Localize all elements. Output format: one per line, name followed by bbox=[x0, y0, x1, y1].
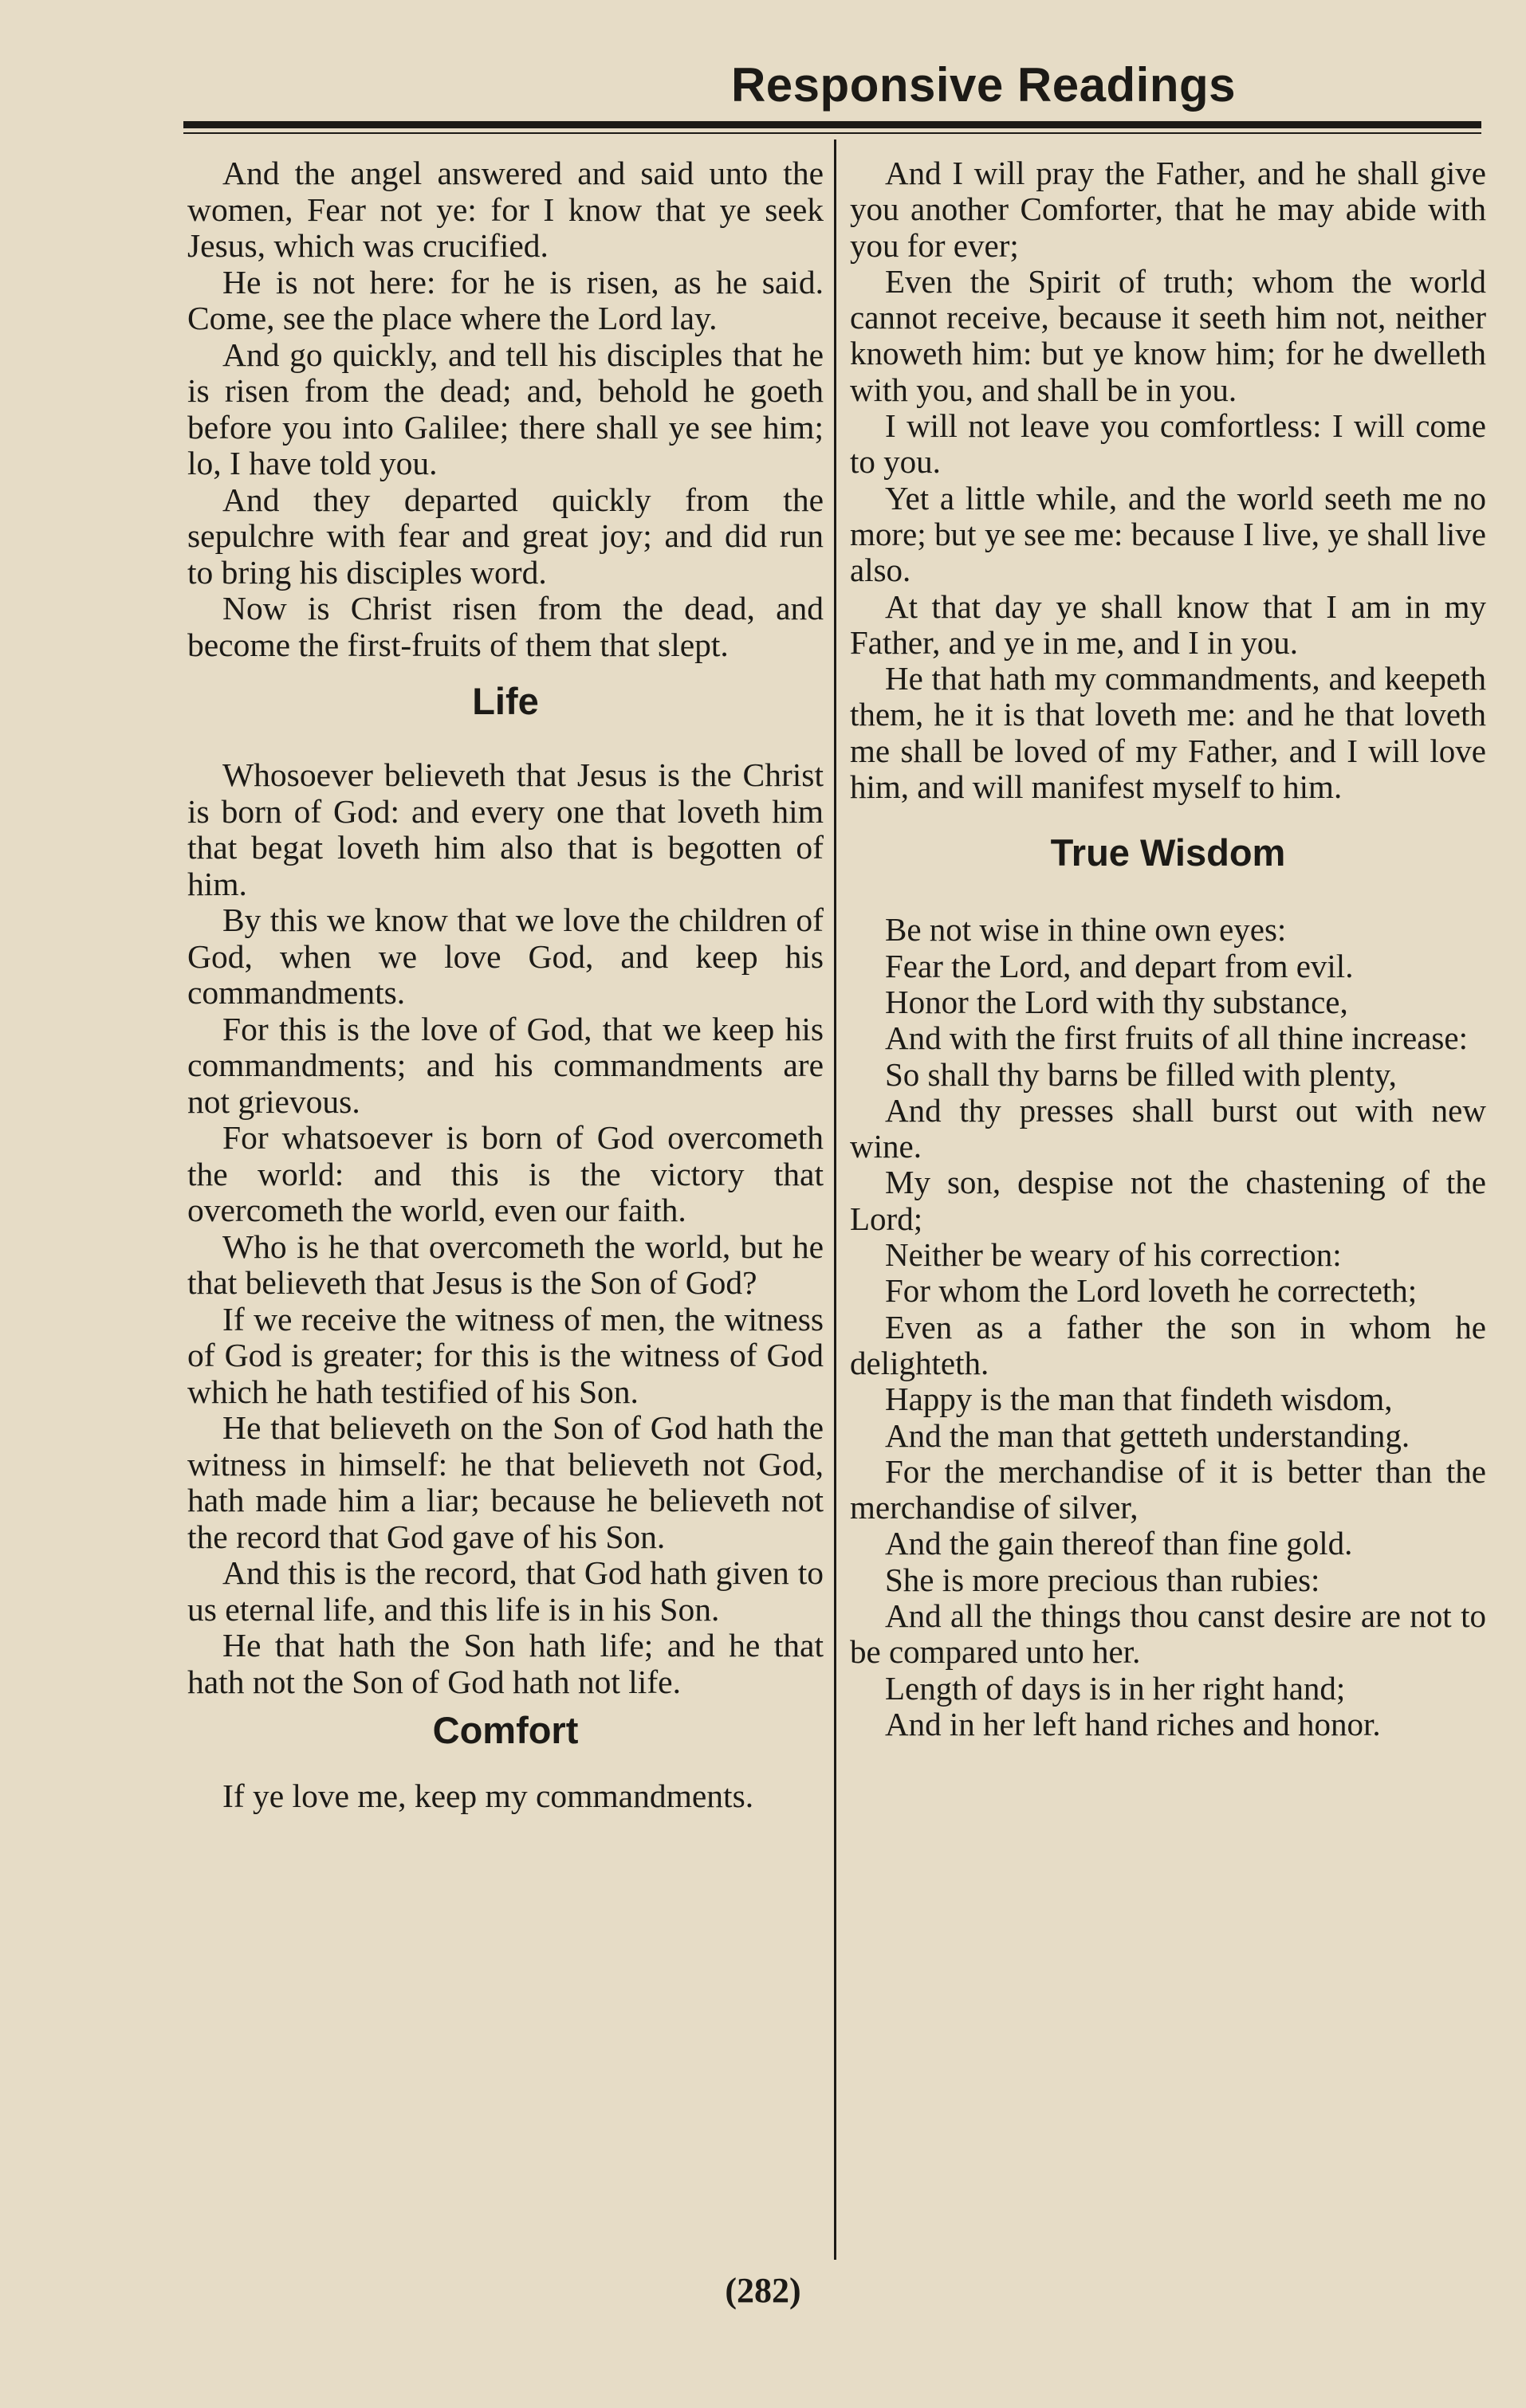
page-number: (282) bbox=[725, 2271, 801, 2310]
reading-paragraph: Be not wise in thine own eyes: bbox=[885, 911, 1287, 949]
reading-paragraph: Whosoever believeth that Jesus is the Christ is born of God: and every one that loveth him that begat loveth him also that is begotten of him. bbox=[187, 756, 824, 902]
section-heading-life: Life bbox=[472, 680, 539, 722]
reading-paragraph: By this we know that we love the children of God, when we love God, and keep his commandments. bbox=[187, 902, 824, 1011]
reading-paragraph: Who is he that overcometh the world, but he that believeth that Jesus is the Son of God? bbox=[187, 1228, 824, 1301]
reading-paragraph: Fear the Lord, and depart from evil. bbox=[885, 947, 1354, 984]
reading-paragraph: For the merchandise of it is better than the merchandise of silver, bbox=[850, 1452, 1486, 1526]
reading-paragraph: And they departed quickly from the sepulchre with fear and great joy; and did run to bring his disciples word. bbox=[187, 481, 824, 591]
page-title: Responsive Readings bbox=[730, 58, 1236, 112]
reading-paragraph: Neither be weary of his correction: bbox=[885, 1236, 1342, 1274]
reading-paragraph: For whom the Lord loveth he correcteth; bbox=[885, 1272, 1418, 1310]
reading-paragraph: So shall thy barns be filled with plenty, bbox=[885, 1055, 1397, 1093]
reading-paragraph: He that believeth on the Son of God hath the witness in himself: he that believeth not God, hath made him a liar; because he believeth not the record that God gave of his Son. bbox=[187, 1409, 824, 1555]
reading-paragraph: Even the Spirit of truth; whom the world cannot receive, because it seeth him not, neither knoweth him: but ye know him; for he dwelleth with you, and shall be in you. bbox=[850, 262, 1486, 408]
reading-paragraph: He is not here: for he is risen, as he said. Come, see the place where the Lord lay. bbox=[187, 263, 824, 336]
reading-paragraph: For this is the love of God, that we keep his commandments; and his commandments are not grievous. bbox=[187, 1010, 824, 1120]
reading-paragraph: And go quickly, and tell his disciples that he is risen from the dead; and, behold he goeth before you into Galilee; there shall ye see him; lo, I have told you. bbox=[187, 336, 824, 481]
reading-paragraph: I will not leave you comfortless: I will come to you. bbox=[850, 407, 1486, 481]
reading-paragraph: Even as a father the son in whom he delighteth. bbox=[850, 1308, 1486, 1381]
header-rule-thin bbox=[183, 132, 1481, 134]
right-column bbox=[850, 155, 1486, 1742]
reading-paragraph: And with the first fruits of all thine increase: bbox=[885, 1019, 1468, 1057]
section-heading-true-wisdom: True Wisdom bbox=[1050, 831, 1286, 874]
reading-paragraph: And thy presses shall burst out with new wine. bbox=[850, 1091, 1486, 1165]
reading-paragraph: And the gain thereof than fine gold. bbox=[885, 1525, 1353, 1562]
column-divider bbox=[834, 139, 836, 2260]
reading-paragraph: Length of days is in her right hand; bbox=[885, 1669, 1346, 1707]
reading-paragraph: And the man that getteth understanding. bbox=[885, 1416, 1410, 1454]
reading-paragraph: Yet a little while, and the world seeth me no more; but ye see me: because I live, ye shall live also. bbox=[850, 479, 1486, 589]
reading-paragraph: At that day ye shall know that I am in my Father, and ye in me, and I in you. bbox=[850, 587, 1486, 661]
reading-paragraph: And I will pray the Father, and he shall give you another Comforter, that he may abide with you for ever; bbox=[850, 155, 1486, 264]
reading-paragraph: He that hath my commandments, and keepeth them, he it is that loveth me: and he that loveth me shall be loved of my Father, and I will love him, and will manifest myself to him. bbox=[850, 660, 1486, 806]
reading-paragraph: And all the things thou canst desire are not to be compared unto her. bbox=[850, 1597, 1486, 1671]
section-heading-comfort: Comfort bbox=[432, 1709, 579, 1751]
reading-paragraph: My son, despise not the chastening of the Lord; bbox=[850, 1164, 1486, 1237]
left-column bbox=[187, 155, 824, 1815]
page-header bbox=[183, 49, 1483, 121]
reading-paragraph: Happy is the man that findeth wisdom, bbox=[885, 1381, 1393, 1418]
reading-paragraph: He that hath the Son hath life; and he that hath not the Son of God hath not life. bbox=[187, 1627, 824, 1700]
reading-paragraph: She is more precious than rubies: bbox=[885, 1561, 1320, 1598]
reading-paragraph: Now is Christ risen from the dead, and become the first-fruits of them that slept. bbox=[187, 590, 824, 663]
reading-paragraph: And the angel answered and said unto the women, Fear not ye: for I know that ye seek Jesus, which was crucified. bbox=[187, 155, 824, 264]
header-rule-thick bbox=[183, 121, 1481, 128]
reading-paragraph: If ye love me, keep my commandments. bbox=[222, 1778, 754, 1814]
reading-paragraph: Honor the Lord with thy substance, bbox=[885, 983, 1348, 1020]
reading-paragraph: If we receive the witness of men, the witness of God is greater; for this is the witness of God which he hath testified of his Son. bbox=[187, 1300, 824, 1410]
reading-paragraph: And in her left hand riches and honor. bbox=[885, 1705, 1381, 1742]
reading-paragraph: For whatsoever is born of God overcometh the world: and this is the victory that overcometh the world, even our faith. bbox=[187, 1119, 824, 1228]
reading-paragraph: And this is the record, that God hath given to us eternal life, and this life is in his Son. bbox=[187, 1554, 824, 1628]
